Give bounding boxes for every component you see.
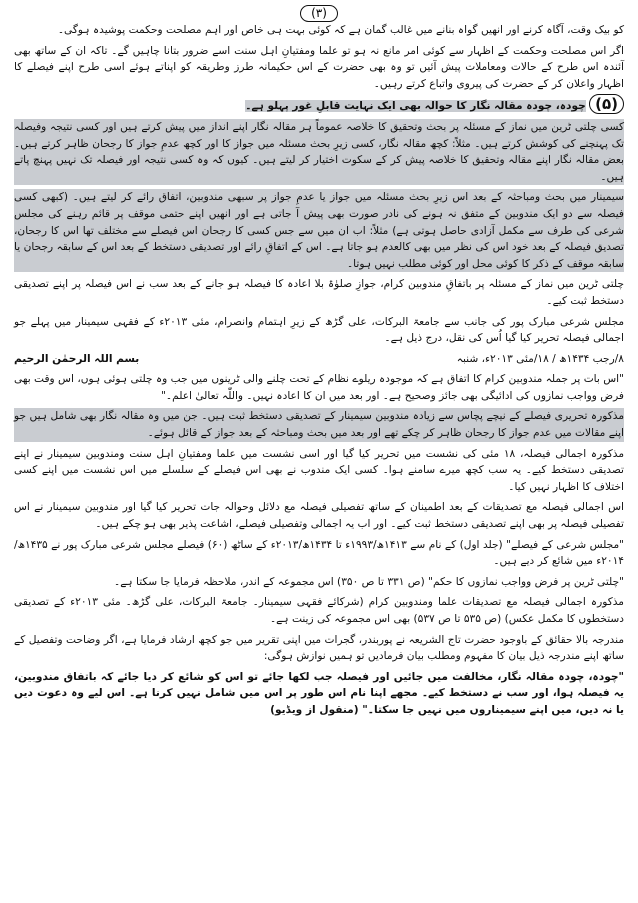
- paragraph: کسی چلتی ٹرین میں نماز کے مسئلہ پر بحث وتحقیق کا خلاصہ عموماً ہر مقالہ نگار اپنے انداز میں پیش کرتے ہیں اور کسی نتیجہ وفیصلہ تک پہنچنے کی کوشش کرتے ہیں۔ مثلاً: کچھ مقالہ نگار، کسی زیرِ بحث مسئلہ میں جواز کا اور کچھ عدمِ جواز کا رجحان ظاہر کرتے ہیں۔ بعض مقالہ نگار اپنے مقالہ وتحقیق کا خلاصہ پیش کر کے سکوت اختیار کر لیتے ہیں۔ کیوں کہ وہ کسی نتیجہ اور فیصلہ تک نہیں پہنچ پاتے ہیں۔: [14, 119, 624, 185]
- page-number: (۳): [300, 5, 338, 22]
- paragraph: مندرجہ بالا حقائق کے باوجود حضرت تاج الشریعہ نے پوربندر، گجرات میں اپنی تقریر میں جو کچھ ارشاد فرمایا ہے، اگر وضاحت وتفصیل کے ساتھ اپنے مندرجہ ذیل بیان کا مفہوم ومطلب بیان فرمادیں تو ہمیں نوازش ہوگی:: [14, 633, 624, 663]
- paragraph: چلتی ٹرین میں نماز کے مسئلہ پر باتفاقِ مندوبین کرام، جوازِ صلوٰۃ بلا اعادہ کا فیصلہ ہو جانے کے بعد سب نے اس فیصلہ پر اپنے تصدیقی دستخط ثبت کیے۔: [14, 278, 624, 307]
- date-line: ۸/رجب ۱۴۳۴ھ / ۱۸/مئی ۲۰۱۳ء، شنبہ: [456, 352, 624, 365]
- section-heading: [14, 96, 624, 115]
- paragraph: مذکورہ اجمالی فیصلہ مع تصدیقات علما ومندوبین کرام (شرکائے فقہی سیمینار۔ جامعۃ البرکات، علی گڑھ۔ مئی ۲۰۱۳ء کے تصدیقی دستخطوں کا مکمل عکس) (ص ۵۳۵ تا ص ۵۳۷) بھی اس مجموعہ کی زینت ہے۔: [14, 596, 624, 625]
- page-header: [14, 4, 624, 22]
- paragraph: کو بیک وقت، آگاہ کرنے اور انھیں گواہ بنانے میں غالب گمان ہے کہ کوئی بہت ہی خاص اور اہم مصلحت وحکمت پوشیدہ ہوگی۔: [57, 24, 624, 36]
- quoted-decision: "اس بات پر جملہ مندوبین کرام کا اتفاق ہے کہ موجودہ ریلوے نظام کے تحت چلنے والی ٹرینوں میں جب وہ چلتی ہوئی ہوں، اس وقت بھی فرض وواجب نمازوں کی ادائیگی بھی جائز وصحیح ہے۔ اور بعد میں ان کا اعادہ نہیں۔ واللّٰہ تعالیٰ اعلم۔": [14, 373, 624, 402]
- document-body: [14, 22, 624, 719]
- paragraph: مجلس شرعی مبارک پور کی جانب سے جامعۃ البرکات، علی گڑھ کے زیرِ اہتمام وانصرام، مئی ۲۰۱۳ء کے فقہی سیمینار میں پہلے جو اجمالی فیصلہ تحریر کیا گیا اُس کی نقل، درج ذیل ہے۔: [14, 315, 625, 345]
- basmala: بسم اللہ الرحمٰن الرحیم: [14, 352, 140, 365]
- paragraph: اگر اس مصلحت وحکمت کے اظہار سے کوئی امر مانع نہ ہو تو علما ومفتیانِ اہل سنت اسے ضرور بتانا چاہیں گے۔ تاکہ ان کے ساتھ بھی آئندہ اس طرح کے حالات ومعاملات پیش آئیں تو وہ بھی حضرت کے اس حکیمانہ طرز وطریقہ کو اپناتے ہوئے اسی طرح اپنے فیصلے کا اظہار واعلان کر کے حضرت کی پیروی واتباع کرتے رہیں۔: [14, 44, 624, 90]
- paragraph: مذکورہ تحریری فیصلے کے نیچے پچاس سے زیادہ مندوبین سیمینار کے تصدیقی دستخط ثبت ہیں۔ جن میں وہ مقالہ نگار بھی شامل ہیں جو اپنے مقالات میں عدم جواز کا رجحان ظاہر کر چکے تھے اور بعد میں بحث ومباحثہ کے بعد جواز کے قائل ہوئے۔: [14, 408, 624, 441]
- paragraph: سیمینار میں بحث ومباحثہ کے بعد اس زیرِ بحث مسئلہ میں جواز یا عدمِ جواز پر سبھی مندوبین، اتفاق رائے کر لیتے ہیں۔ (کبھی کسی فیصلہ سے دو ایک مندوبین کے متفق نہ ہونے کی نادر صورت بھی پیش آ جاتی ہے اور انھیں اپنے حتمی موقف پر قائم رہنے کی مجلس شرعی کی طرف سے مکمل آزادی حاصل ہوتی ہے) مثلاً: اب ان میں سے جس کسی کا رجحان اس فیصلے سے مختلف تھا اس کا رجحان، تصدیق فیصلہ کے بعد خود اس کی نظر میں بھی کالعدم ہو جاتا ہے۔ اس کے اتفاقِ رائے اور تصدیقی دستخط کے بعد اس کے سابقہ رجحان یا سابقہ موقف کے ذکر کا کوئی محل اور کوئی مطلب نہیں ہوتا۔: [14, 189, 624, 272]
- paragraph: اس اجمالی فیصلہ مع تصدیقات کے بعد اطمینان کے ساتھ تفصیلی فیصلہ مع دلائل وحوالہ جات تحریر کیا گیا اور مندوبین سیمینار نے اس تفصیلی فیصلہ پر بھی اپنے تصدیقی دستخط ثبت کیے۔ اور اب یہ اجمالی وتفصیلی فیصلے، اشاعت پذیر بھی ہو چکے ہیں۔: [14, 501, 624, 531]
- decision-header: [14, 351, 624, 368]
- quoted-statement: "چودہ، چودہ مقالہ نگار، مخالفت میں جائیں اور فیصلہ جب لکھا جائے تو اس کو شائع کر دیا جائے کہ باتفاق مندوبین، یہ فیصلہ ہوا، اور سب نے دستخط کیے۔ مجھے اپنا نام اس طور پر اس میں شامل نہیں کرنا ہے۔ اس لیے وہ دعوت دیں یا نہ دیں، میں اپنے سیمیناروں میں نہیں جا سکتا۔" (منقول از ویڈیو): [14, 670, 624, 716]
- paragraph: "چلتی ٹرین پر فرض وواجب نمازوں کا حکم" (ص ۳۳۱ تا ص ۳۵۰) اس مجموعہ کے اندر، ملاحظہ فرمایا جا سکتا ہے۔: [114, 575, 624, 588]
- paragraph: مذکورہ اجمالی فیصلہ، ۱۸ مئی کی نشست میں تحریر کیا گیا اور اسی نشست میں علما ومفتیانِ اہل سنت ومندوبین سیمینار نے اپنے تصدیقی دستخط کیے۔ یہ سب کچھ میرے سامنے ہوا۔ کسی ایک مندوب نے بھی اس فیصلے کے سلسلے میں اس نشست میں اپنے کسی اختلاف کا اظہار نہیں کیا۔: [14, 447, 624, 493]
- section-number: (۵): [589, 94, 624, 114]
- highlighted-heading: چودہ، چودہ مقالہ نگار کا حوالہ بھی ایک نہایت قابلِ غور پہلو ہے۔: [245, 100, 586, 113]
- paragraph: "مجلس شرعی کے فیصلے" (جلد اول) کے نام سے ۱۴۱۳ھ/۱۹۹۳ء تا ۱۴۳۴ھ/۲۰۱۳ء کے ساٹھ (۶۰) فیصلے مجلس شرعی مبارک پور نے ۱۴۳۵ھ/۲۰۱۴ء میں شائع کر دیے ہیں۔: [14, 538, 625, 568]
